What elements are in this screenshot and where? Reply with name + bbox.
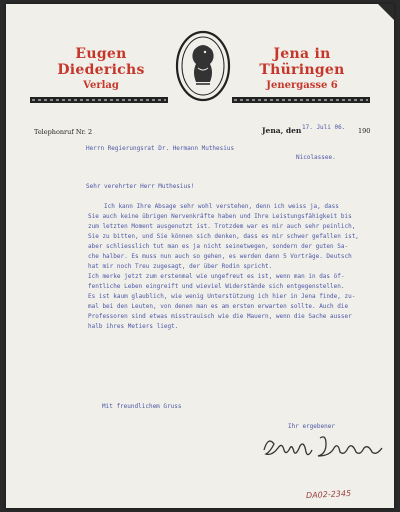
city-name: Jena in Thüringen xyxy=(259,46,345,78)
body-line: halb ihres Metiers liegt. xyxy=(88,323,179,330)
body-line: mal bei den Leuten, von denen man es am ersten erwarten sollte. Auch die xyxy=(88,303,349,310)
body-line: Ich kann Ihre Absage sehr wohl verstehen, denn ich weiss ja, dass xyxy=(104,203,339,210)
recipient-line-2: Nicolassee. xyxy=(296,154,336,161)
street-address: Jenergasse 6 xyxy=(266,80,338,91)
body-line: hat mir noch Treu zugesagt, der über Rodin spricht. xyxy=(88,263,273,270)
body-line: aber schliesslich tut man es ja nicht seinetwegen, sondern der guten Sa- xyxy=(88,243,349,250)
signoff: Ihr ergebener xyxy=(288,423,335,430)
archive-stamp: DA02-2345 xyxy=(305,488,352,501)
ornamental-rule xyxy=(30,94,370,106)
publisher-name: Eugen Diederichs xyxy=(57,46,145,78)
body-line: Professoren sind etwas misstrauisch wie die Mauern, wenn die Sache ausser xyxy=(88,313,352,320)
body-line: fentliche Leben eingreift und wieviel Widerstände sich entgegenstellen. xyxy=(88,283,345,290)
folded-corner xyxy=(378,4,394,20)
body-line: che halber. Es muss nun auch so gehen, es werden dann 5 Vorträge. Deutsch xyxy=(88,253,352,260)
letterhead-right xyxy=(232,46,372,91)
date-typed: 17. Juli 06. xyxy=(302,124,346,131)
year-printed: 190 xyxy=(358,127,371,135)
salutation: Sehr verehrter Herr Muthesius! xyxy=(86,183,195,190)
body-line: zum letzten Moment ausgenutzt ist. Trotzdem war es mir auch sehr peinlich, xyxy=(88,223,356,230)
closing: Mit freundlichem Gruss xyxy=(102,403,182,410)
handwritten-signature xyxy=(260,430,390,462)
recipient-line-1: Herrn Regierungsrat Dr. Hermann Muthesius xyxy=(86,145,235,152)
place-line: Jena, den xyxy=(262,126,302,135)
body-line: Sie auch keine übrigen Nervenkräfte haben und Ihre Leistungsfähigkeit bis xyxy=(88,213,352,220)
letter-sheet xyxy=(6,4,394,508)
body-line: Es ist kaum glaublich, wie wenig Unterstützung ich hier in Jena finde, zu- xyxy=(88,293,356,300)
letterhead-left xyxy=(36,46,166,91)
body-line: Sie zu bitten, und Sie können sich denken, dass es mir schwer gefallen ist, xyxy=(88,233,359,240)
publisher-subtitle: Verlag xyxy=(83,80,119,91)
telephone-line: Telephonruf Nr. 2 xyxy=(34,128,93,136)
body-line: Ich merke jetzt zum erstenmal wie ungefreut es ist, wenn man in das öf- xyxy=(88,273,345,280)
